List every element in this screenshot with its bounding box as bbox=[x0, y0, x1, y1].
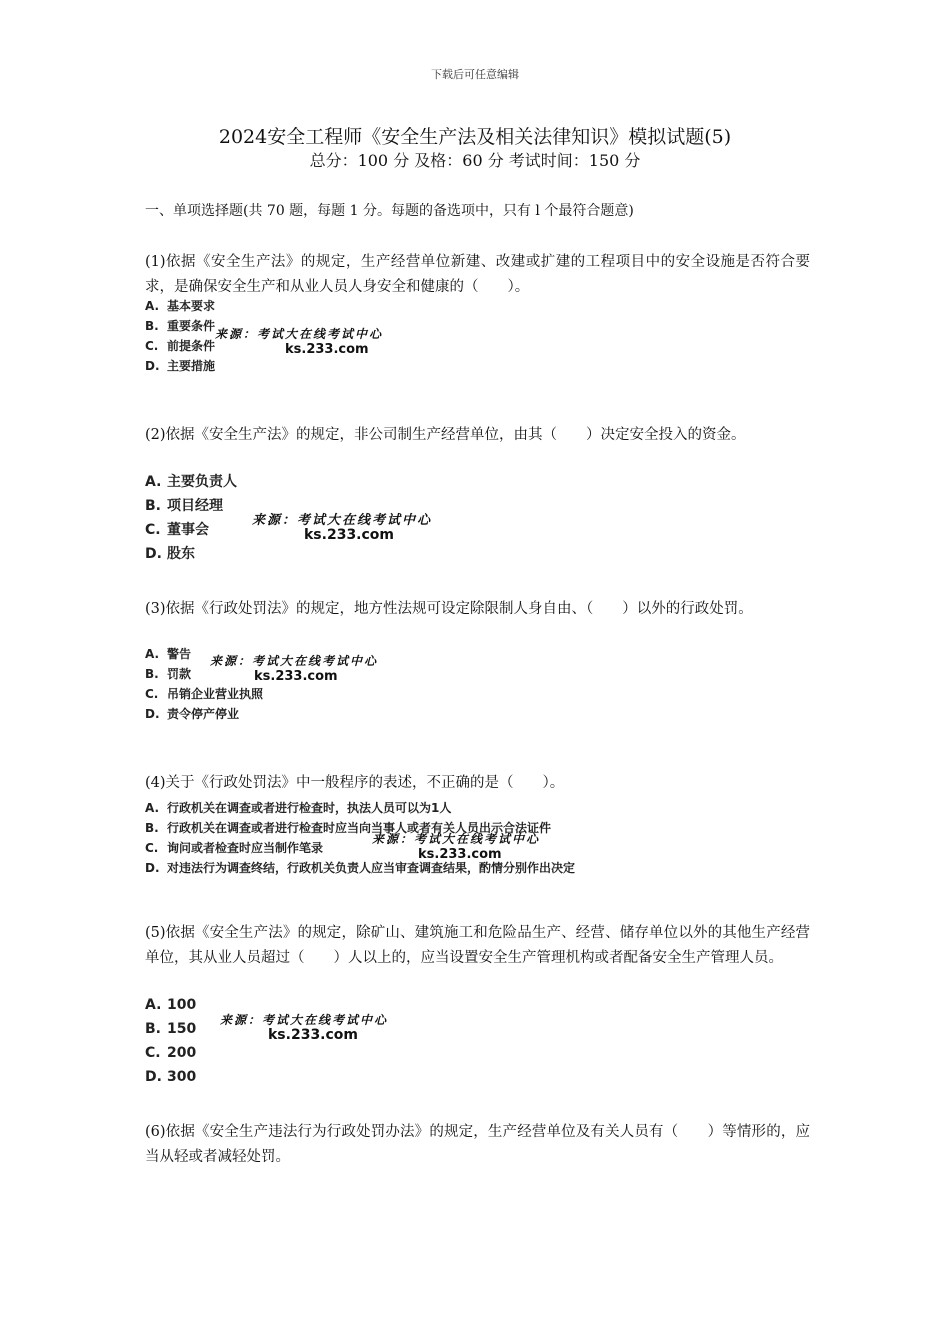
option-letter: D. bbox=[145, 707, 160, 721]
question-5-stem: (5)依据《安全生产法》的规定，除矿山、建筑施工和危险品生产、经营、储存单位以外的其他生产经营单位，其从业人员超过（ ）人以上的，应当设置安全生产管理机构或者配备安全生产管理人员。 bbox=[145, 925, 810, 966]
watermark-source: 来源：考试大在线考试中心 bbox=[220, 1013, 389, 1027]
watermark-source: 来源：考试大在线考试中心 bbox=[252, 513, 433, 528]
option-letter: C. bbox=[145, 841, 159, 855]
source-watermark bbox=[215, 327, 383, 357]
question-5-option-a bbox=[145, 993, 196, 1017]
option-text: 200 bbox=[167, 1045, 197, 1061]
option-letter: C. bbox=[145, 1045, 161, 1061]
option-letter: A. bbox=[145, 997, 162, 1013]
question-5-option-d bbox=[145, 1065, 196, 1089]
option-text: 警告 bbox=[167, 647, 192, 661]
watermark-url: ks.233.com bbox=[268, 1027, 359, 1043]
option-letter: A. bbox=[145, 647, 160, 661]
question-1-option-b bbox=[145, 316, 215, 336]
option-text: 项目经理 bbox=[167, 498, 223, 514]
question-3-stem: (3)依据《行政处罚法》的规定，地方性法规可设定除限制人身自由、（ ）以外的行政处罚。 bbox=[145, 601, 753, 617]
option-text: 责令停产停业 bbox=[167, 707, 240, 721]
question-1-option-a bbox=[145, 296, 215, 316]
option-text: 行政机关在调查或者进行检查时应当向当事人或者有关人员出示合法证件 bbox=[167, 821, 552, 835]
question-1-option-d bbox=[145, 356, 215, 376]
watermark-url: ks.233.com bbox=[285, 342, 369, 357]
option-text: 主要措施 bbox=[167, 359, 216, 373]
option-letter: A. bbox=[145, 801, 160, 815]
option-letter: B. bbox=[145, 498, 161, 514]
option-text: 行政机关在调查或者进行检查时，执法人员可以为1人 bbox=[167, 801, 452, 815]
option-letter: C. bbox=[145, 522, 161, 538]
option-letter: B. bbox=[145, 1021, 161, 1037]
option-letter: D. bbox=[145, 546, 162, 562]
option-letter: D. bbox=[145, 359, 160, 373]
question-5-options bbox=[145, 993, 196, 1089]
question-4-option-a bbox=[145, 798, 575, 818]
source-watermark bbox=[220, 1013, 388, 1043]
option-text: 吊销企业营业执照 bbox=[167, 687, 264, 701]
question-2-option-b bbox=[145, 494, 237, 518]
exam-meta: 总分：100 分 及格：60 分 考试时间：150 分 bbox=[309, 151, 641, 170]
source-watermark bbox=[252, 513, 432, 543]
question-4-stem: (4)关于《行政处罚法》中一般程序的表述，不正确的是（ ）。 bbox=[145, 775, 565, 791]
watermark-source: 来源：考试大在线考试中心 bbox=[210, 654, 379, 668]
option-text: 董事会 bbox=[167, 522, 209, 538]
header-note: 下载后可任意编辑 bbox=[431, 68, 519, 81]
watermark-url: ks.233.com bbox=[304, 527, 395, 543]
watermark-url: ks.233.com bbox=[418, 847, 502, 862]
question-3-option-c bbox=[145, 684, 263, 704]
option-text: 询问或者检查时应当制作笔录 bbox=[167, 841, 324, 855]
option-letter: B. bbox=[145, 667, 159, 681]
option-letter: B. bbox=[145, 821, 159, 835]
option-letter: C. bbox=[145, 687, 159, 701]
option-text: 100 bbox=[167, 997, 197, 1013]
question-5-option-b bbox=[145, 1017, 196, 1041]
question-3-option-d bbox=[145, 704, 263, 724]
source-watermark bbox=[372, 832, 540, 862]
option-text: 基本要求 bbox=[167, 299, 216, 313]
section-heading: 一、单项选择题(共 70 题，每题 1 分。每题的备选项中，只有 l 个最符合题意) bbox=[145, 203, 634, 219]
document-title: 2024安全工程师《安全生产法及相关法律知识》模拟试题(5) bbox=[218, 126, 732, 148]
question-5-option-c bbox=[145, 1041, 196, 1065]
question-2-options bbox=[145, 470, 237, 566]
option-text: 主要负责人 bbox=[167, 474, 237, 490]
question-1-options bbox=[145, 296, 215, 376]
watermark-source: 来源：考试大在线考试中心 bbox=[215, 327, 384, 341]
question-2-option-c bbox=[145, 518, 237, 542]
option-text: 150 bbox=[167, 1021, 197, 1037]
question-6-stem: (6)依据《安全生产违法行为行政处罚办法》的规定，生产经营单位及有关人员有（ ）等情形的，应当从轻或者减轻处罚。 bbox=[145, 1124, 810, 1165]
question-1-option-c bbox=[145, 336, 215, 356]
option-text: 前提条件 bbox=[167, 339, 216, 353]
option-text: 重要条件 bbox=[167, 319, 216, 333]
option-text: 300 bbox=[167, 1069, 197, 1085]
question-1-stem: (1)依据《安全生产法》的规定，生产经营单位新建、改建或扩建的工程项目中的安全设施是否符合要求，是确保安全生产和从业人员人身安全和健康的（ ）。 bbox=[145, 254, 810, 295]
question-2-option-d bbox=[145, 542, 237, 566]
watermark-url: ks.233.com bbox=[254, 669, 338, 684]
option-letter: A. bbox=[145, 474, 162, 490]
option-letter: C. bbox=[145, 339, 159, 353]
option-text: 对违法行为调查终结，行政机关负责人应当审查调查结果，酌情分别作出决定 bbox=[167, 861, 576, 875]
watermark-source: 来源：考试大在线考试中心 bbox=[372, 832, 541, 846]
option-letter: B. bbox=[145, 319, 159, 333]
option-letter: D. bbox=[145, 861, 160, 875]
option-text: 股东 bbox=[167, 546, 195, 562]
option-letter: A. bbox=[145, 299, 160, 313]
question-2-option-a bbox=[145, 470, 237, 494]
option-letter: D. bbox=[145, 1069, 162, 1085]
question-2-stem: (2)依据《安全生产法》的规定，非公司制生产经营单位，由其（ ）决定安全投入的资金。 bbox=[145, 427, 746, 443]
option-text: 罚款 bbox=[167, 667, 192, 681]
source-watermark bbox=[210, 654, 378, 684]
